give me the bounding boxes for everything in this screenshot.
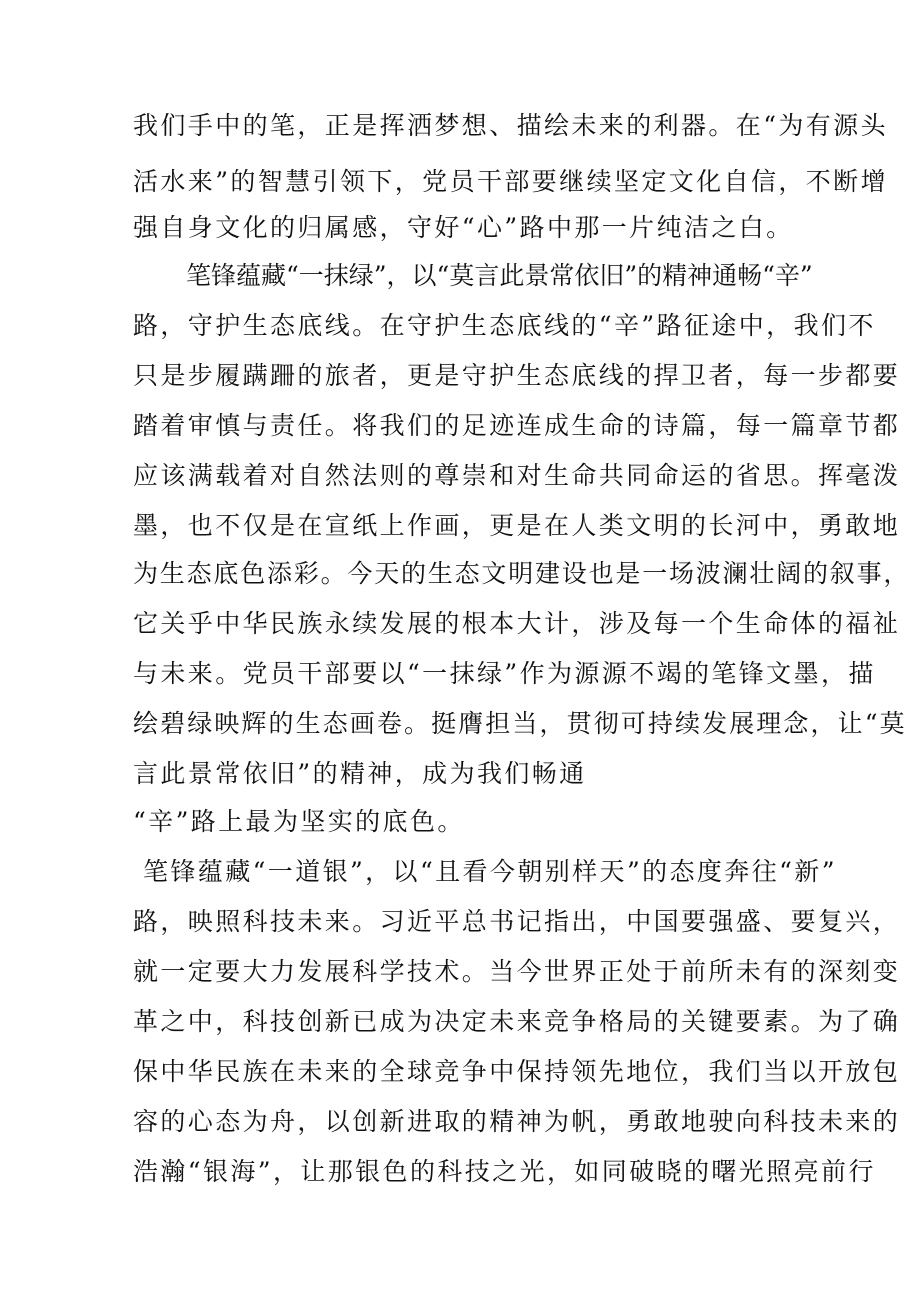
text-line: 就一定要大力发展科学技术。当今世界正处于前所未有的深刻变 [133,957,901,986]
text-line: 笔锋蕴藏“一道银”，以“且看今朝别样天”的态度奔往“新” [143,857,837,886]
text-line: 路，映照科技未来。习近平总书记指出，中国要强盛、要复兴， [133,907,901,936]
text-line: 革之中，科技创新已成为决定未来竞争格局的关键要素。为了确 [133,1007,901,1036]
text-line: 绘碧绿映辉的生态画卷。挺膺担当，贯彻可持续发展理念，让“莫 [133,709,907,738]
text-line: 浩瀚“银海”，让那银色的科技之光，如同破晓的曙光照亮前行 [133,1157,876,1186]
text-line: 它关乎中华民族永续发展的根本大计，涉及每一个生命体的福祉 [133,609,901,638]
text-line: 为生态底色添彩。今天的生态文明建设也是一场波澜壮阔的叙事， [133,559,911,588]
text-line: 与未来。党员干部要以“一抹绿”作为源源不竭的笔锋文墨，描 [133,659,876,688]
text-line: 我们手中的笔，正是挥洒梦想、描绘未来的利器。在“为有源头 [133,111,888,140]
text-line: 路，守护生态底线。在守护生态底线的“辛”路征途中，我们不 [133,311,876,340]
text-line: 应该满载着对自然法则的尊崇和对生命共同命运的省思。挥毫泼 [133,461,901,490]
text-line: 笔锋蕴藏“一抹绿”，以“莫言此景常依旧”的精神通畅“辛” [186,261,813,290]
text-line: 只是步履蹒跚的旅者，更是守护生态底线的捍卫者，每一步都要 [133,361,901,390]
text-line: 保中华民族在未来的全球竞争中保持领先地位，我们当以开放包 [133,1057,901,1086]
text-line: 容的心态为舟，以创新进取的精神为帆，勇敢地驶向科技未来的 [133,1107,901,1136]
text-line: 言此景常依旧”的精神，成为我们畅通 [133,759,587,788]
text-line: 踏着审慎与责任。将我们的足迹连成生命的诗篇，每一篇章节都 [133,411,901,440]
text-line: 活水来”的智慧引领下，党员干部要继续坚定文化自信，不断增 [133,167,888,196]
text-line: “辛”路上最为坚实的底色。 [133,807,465,836]
text-line: 强自身文化的归属感，守好“心”路中那一片纯洁之白。 [133,213,794,242]
text-line: 墨，也不仅是在宣纸上作画，更是在人类文明的长河中，勇敢地 [133,511,901,540]
